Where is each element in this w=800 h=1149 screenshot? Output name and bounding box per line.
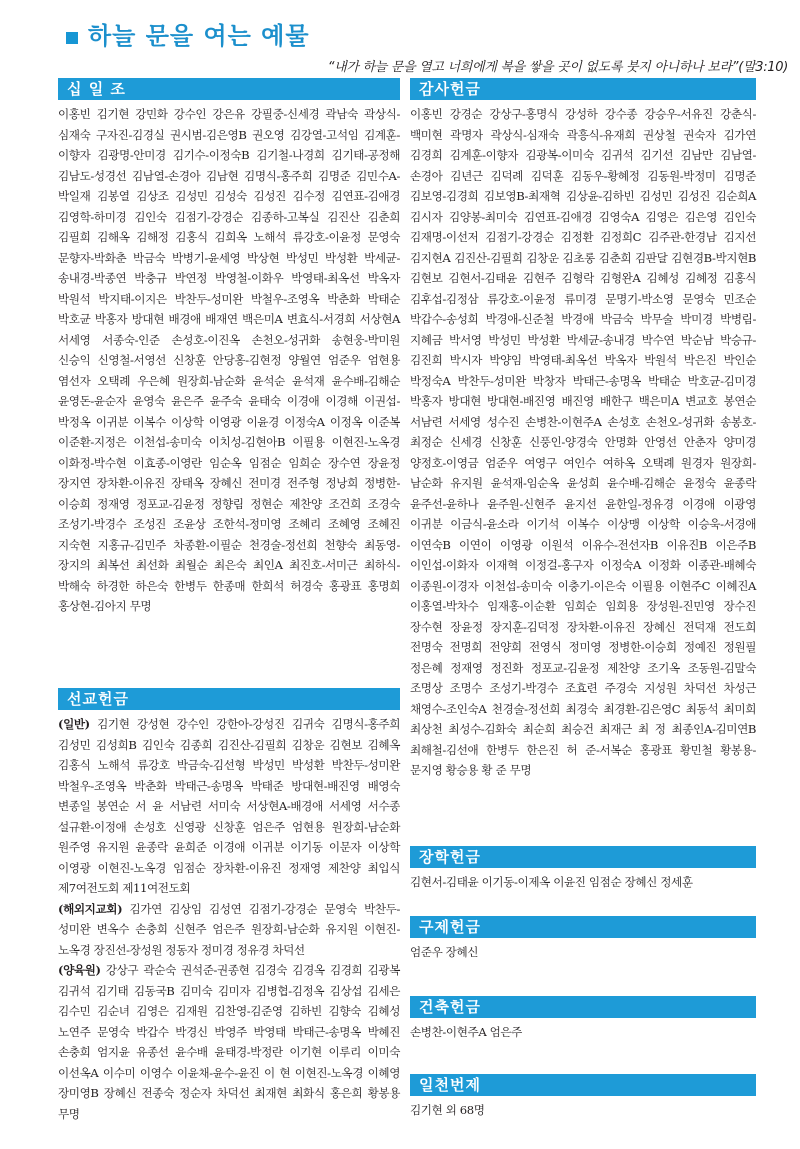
building-heading: 건축헌금 bbox=[410, 996, 756, 1018]
ilcheon-section bbox=[410, 1074, 756, 1121]
group-label: (일반) bbox=[58, 717, 90, 731]
scholarship-names: 김현서-김태윤 이기동-이제옥 이윤진 임점순 장혜신 정세훈 bbox=[410, 875, 693, 889]
thanks-names: 이홍빈 강경순 강상구-홍명식 강성하 강수종 강승우-서유진 강춘식-백미현 곽명자 곽상식-심재숙 곽흥식-유재희 권상철 권숙자 김가연 김경희 김계훈-이향자 김광복-이미숙 김귀석 김기선 김남만 김남열-손경아 김년근 김덕례 김덕훈 김동우-황혜정 김동원-박정미 김명준 김보영-김경희 김보영B-최재혁 김상윤-김하빈 김성민 김성진 김순희A 김시자 김양봉-최미숙 김연표-김애경 김영숙A 김영은 김은영 김인숙 김재명-이선저 김점기-강경순 김정환 김정희C 김주관-한경남 김지선 김지현A 김진산-김필희 김창운 김초롱 김춘희 김판달 김현경B-박지현B 김현보 김현서-김태윤 김현주 김형락 김형완A 김혜성 김혜정 김홍식 김후섭-김정삼 류강호-이윤정 류미경 문명기-박소영 문영숙 민조순 박갑수-송성희 박경애-신준철 박경애 박금숙 박무술 박미경 박병림-지혜금 박서영 박성민 박성환 박세균-송내경 박수연 박순남 박승규-김진희 박시자 박양임 박영태-최옥선 박옥자 박원석 박은진 박인순 박정숙A 박찬두-성미완 박창자 박태근-송명옥 박태순 박호균-김미경 박홍자 방대현 방대현-배진영 배진영 배한구 백은미A 변교호 봉연순 서남련 서세영 성수진 손병찬-이현주A 손성호 손천오-성귀화 송봉호-최정순 신세경 신창훈 신풍인-양경숙 안명화 안영선 안춘자 양미경 양정호-이영금 엄준우 여영구 여인수 여하옥 오택례 원경자 원장희-남순화 유지원 윤석재-임순옥 윤성희 윤수배-김해순 윤정숙 윤종락 윤주선-윤하나 윤주원-신현주 윤지선 윤한일-정유경 이경애 이광영 이귀분 이금식-윤소라 이기석 이복수 이상맹 이상학 이승욱-서경애 이연숙B 이연이 이영광 이원석 이유수-전선자B 이유진B 이은주B 이인섭-이화자 이재혁 이정걸-홍구자 이정숙A 이정화 이종관-배혜숙 이종원-이경자 이천섭-송미숙 이충기-이은숙 이필용 이현주C 이혜진A 이홍열-박차수 임재홍-이순환 임희순 임희용 장성원-진민영 장수진 장수현 장윤정 장지훈-김덕정 장차환-이유진 장혜신 전덕재 전도희 전명숙 전명희 전양희 전영식 정미영 정병한-이승희 정예진 정원필 정은혜 정재영 정진화 정포교-김윤정 제찬양 조기옥 조동원-김말숙 조명상 조명수 조성기-박경수 조효련 주경숙 지성원 차덕선 차성근 채영수-조인숙A 천경술-정선희 최경숙 최경환-김은영C 최동석 최미희 최상천 최성수-김화숙 최순희 최승건 최재근 최 정 최종인A-김미연B 최해철-김선애 한병두 한은진 허 준-서복순 홍광표 황민철 황봉용-문지영 황승용 황 준 무명 bbox=[410, 107, 756, 777]
bible-verse: “내가 하늘 문을 열고 너희에게 복을 쌓을 곳이 없도록 붓지 아니하나 보라”(말3:10) bbox=[327, 60, 788, 75]
mission-group-general bbox=[58, 714, 400, 899]
group-label: (양육원) bbox=[58, 963, 101, 977]
group-names: 김가연 김상임 김성연 김점기-강경순 문영숙 박찬두-성미완 변옥수 손충희 신현주 엄은주 원장희-남순화 유지원 이현진-노옥경 장진선-장성원 정동자 정미경 정유경 차덕선 bbox=[58, 901, 400, 957]
page-header bbox=[66, 12, 786, 82]
building-names: 손병찬-이현주A 엄은주 bbox=[410, 1025, 522, 1039]
mission-group-overseas bbox=[58, 899, 400, 961]
tithe-names: 이홍빈 김기현 강민화 강수인 강은유 강필중-신세경 곽남숙 곽상식-심재숙 구자진-김경실 권시범-김은영B 권오영 김강열-고석임 김계훈-이향자 김광명-안미경 김기수-이정숙B 김기철-나경희 김기태-공정해 김남도-성경선 김남열-손경아 김남현 김명식-홍주희 김명준 김민수A-박일재 김봉열 김상조 김성민 김성숙 김성진 김수정 김연표-김애경 김영학-하미경 김인숙 김점기-강경순 김종하-고복실 김진산 김춘희 김필희 김해옥 김해정 김홍식 김희옥 노해석 류강호-이윤정 문영숙 문향자-박화춘 박금숙 박병기-윤세영 박상현 박성민 박성환 박세균-송내경-박종연 박충규 박연정 박영철-이화우 박영태-최옥선 박옥자 박원석 박지태-이지은 박찬두-성미완 박철우-조영옥 박춘화 박태순 박호균 박홍자 방대현 배경애 배재연 백은미A 변효식-서경희 서상현A 서세영 서종숙-인준 손성호-이진옥 손천오-성귀화 송현웅-박미원 신승익 신영철-서영선 신창훈 안당홍-김현정 양월연 엄준우 엄현용 염선자 오택례 우은혜 원장희-남순화 윤석순 윤석재 윤수배-김해순 윤영돈-윤순자 윤영숙 윤은주 윤주숙 윤태숙 이경애 이경해 이권섭-박정옥 이귀분 이복수 이상학 이영광 이윤경 이정숙A 이정옥 이준복 이준환-지정은 이천섭-송미숙 이치성-김현아B 이필용 이현진-노옥경 이화정-박수현 이효종-이영란 임순옥 임점순 임희순 장수연 장윤정 장지연 장차환-이유진 장태옥 장혜신 전미경 전주형 정낭희 정병한-이승희 정재영 정포교-김윤정 정향림 정현순 제찬양 조건희 조경숙 조성기-박경수 조성진 조윤상 조한석-정미영 조혜리 조혜영 조혜진 지숙현 지홍규-김민주 차종환-이필순 천경술-정선희 천향숙 최동영-장지의 최복선 최선화 최월순 최은숙 최인A 최진호-서미근 최하식-박해숙 하경한 하은숙 한병두 한종매 한희석 허경숙 홍광표 홍명희 홍상현-김아지 무명 bbox=[58, 107, 400, 613]
relief-names: 엄준우 장혜신 bbox=[410, 945, 479, 959]
ilcheon-heading: 일천번제 bbox=[410, 1074, 756, 1096]
group-label: (해외지교회) bbox=[58, 901, 123, 916]
scholarship-section bbox=[410, 846, 756, 893]
relief-section bbox=[410, 916, 756, 963]
scholarship-heading: 장학헌금 bbox=[410, 846, 756, 868]
title-square-bullet bbox=[66, 32, 78, 44]
tithe-section bbox=[58, 78, 400, 617]
building-section bbox=[410, 996, 756, 1043]
mission-heading: 선교헌금 bbox=[58, 688, 400, 710]
tithe-heading: 십 일 조 bbox=[58, 78, 400, 100]
mission-names bbox=[58, 714, 400, 1124]
mission-section bbox=[58, 688, 400, 1124]
thanks-section bbox=[410, 78, 756, 781]
relief-heading: 구제헌금 bbox=[410, 916, 756, 938]
mission-group-nursery bbox=[58, 960, 400, 1124]
group-names: 강상구 곽순숙 권석준-권종현 김경숙 김경옥 김경희 김광복 김귀석 김기태 김동국B 김미숙 김미자 김병협-김정옥 김상섭 김세은 김수민 김순녀 김영은 김재원 김찬영-김준영 김하빈 김향숙 김혜성 노연주 문영숙 박갑수 박경신 박영주 박영태 박태근-송명옥 박혜진 손충희 엄지윤 유종선 윤수배 윤태경-박정란 이기현 이루리 이미숙 이선옥A 이수미 이영수 이윤채-윤수-윤진 이 현 이현진-노옥경 이혜영 장미영B 장혜신 전종숙 정순자 차덕선 최재현 최화식 홍은희 황봉용 무명 bbox=[58, 963, 400, 1121]
group-names: 김기현 강성현 강수인 강한아-강성진 김귀숙 김명식-홍주희 김성민 김성희B 김인숙 김종희 김진산-김필희 김창운 김현보 김혜옥 김홍식 노해석 류강호 박금숙-김선형 박성민 박성환 박찬두-성미완 박철우-조영옥 박춘화 박태근-송명옥 박태준 방대현-배진영 배영숙 변종일 봉연순 서 윤 서남련 서미숙 서상현A-배경애 서세영 서수종 설규환-이정애 손성호 신영광 신창훈 엄은주 엄현용 원장희-남순화 원주영 유지원 윤종락 윤희준 이경애 이귀분 이기동 이문자 이상학 이영광 이현진-노옥경 임점순 장차환-이유진 정재영 제찬양 최입식 제7여전도회 제11여전도회 bbox=[58, 717, 400, 895]
page-title: 하늘 문을 여는 예물 bbox=[88, 22, 310, 50]
thanks-heading: 감사헌금 bbox=[410, 78, 756, 100]
ilcheon-names: 김기현 외 68명 bbox=[410, 1103, 485, 1117]
